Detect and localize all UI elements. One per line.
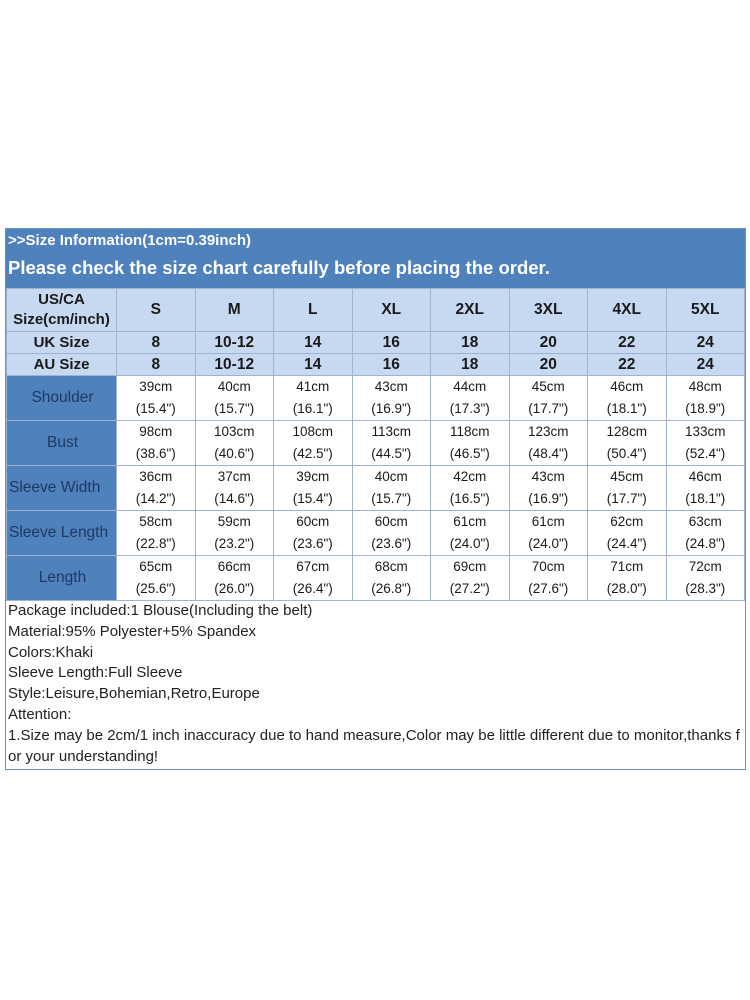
measurement-cell	[274, 466, 353, 511]
measurement-cell	[431, 376, 510, 421]
measurement-inch: (24.8")	[685, 536, 726, 551]
measurement-cm: 61cm	[531, 514, 565, 529]
size-cell: 20	[509, 332, 588, 354]
measurement-inch: (24.4")	[606, 536, 647, 551]
measurement-label: Sleeve Length	[7, 511, 117, 556]
product-info	[6, 601, 745, 769]
measurement-row	[7, 466, 745, 511]
style-info: Style:Leisure,Bohemian,Retro,Europe	[8, 685, 260, 703]
measurement-cm: 40cm	[217, 379, 251, 394]
measurement-inch: (15.4")	[292, 491, 333, 506]
measurement-cell	[431, 421, 510, 466]
measurement-row	[7, 421, 745, 466]
attention-note: 1.Size may be 2cm/1 inch inaccuracy due to hand measure,Color may be little different due to monitor,thanks for your understanding!	[8, 726, 740, 765]
size-cell: 18	[431, 354, 510, 376]
measurement-inch: (27.2")	[449, 581, 490, 596]
measurement-inch: (52.4")	[685, 446, 726, 461]
measurement-cm: 62cm	[610, 514, 644, 529]
measurement-inch: (46.5")	[449, 446, 490, 461]
measurement-cell	[588, 511, 667, 556]
size-cell: 3XL	[509, 289, 588, 332]
measurement-cell	[195, 466, 274, 511]
measurement-cell	[588, 376, 667, 421]
measurement-inch: (15.7")	[371, 491, 412, 506]
measurement-cm: 98cm	[139, 424, 173, 439]
measurement-cm: 69cm	[453, 559, 487, 574]
size-row	[7, 289, 745, 332]
measurement-cell	[274, 556, 353, 601]
size-cell: 10-12	[195, 354, 274, 376]
size-row	[7, 354, 745, 376]
measurement-cm: 46cm	[688, 469, 722, 484]
measurement-cell	[352, 466, 431, 511]
measurement-cell	[509, 556, 588, 601]
measurement-label: Bust	[7, 421, 117, 466]
measurement-cm: 36cm	[139, 469, 173, 484]
size-row	[7, 332, 745, 354]
size-row-label: AU Size	[7, 354, 117, 376]
measurement-inch: (23.6")	[292, 536, 333, 551]
measurement-cm: 60cm	[374, 514, 408, 529]
package-info: Package included:1 Blouse(Including the belt)	[8, 602, 313, 619]
measurement-inch: (40.6")	[214, 446, 255, 461]
measurement-cell	[666, 376, 745, 421]
measurement-cm: 68cm	[374, 559, 408, 574]
measurement-cm: 66cm	[217, 559, 251, 574]
size-cell: L	[274, 289, 353, 332]
measurement-inch: (14.2")	[135, 491, 176, 506]
measurement-cm: 60cm	[296, 514, 330, 529]
measurement-inch: (16.5")	[449, 491, 490, 506]
measurement-cm: 108cm	[292, 424, 334, 439]
measurement-cell	[666, 511, 745, 556]
measurement-cell	[509, 421, 588, 466]
size-cell: 4XL	[588, 289, 667, 332]
measurement-cm: 41cm	[296, 379, 330, 394]
measurement-cell	[117, 466, 196, 511]
measurement-cell	[274, 421, 353, 466]
measurement-inch: (23.6")	[371, 536, 412, 551]
measurement-cm: 72cm	[688, 559, 722, 574]
measurement-cm: 44cm	[453, 379, 487, 394]
measurement-inch: (18.9")	[685, 401, 726, 416]
measurement-cm: 39cm	[139, 379, 173, 394]
size-cell: S	[117, 289, 196, 332]
measurement-label: Shoulder	[7, 376, 117, 421]
size-cell: 8	[117, 332, 196, 354]
measurement-label: Sleeve Width	[7, 466, 117, 511]
measurement-cell	[274, 511, 353, 556]
measurement-cm: 65cm	[139, 559, 173, 574]
measurement-inch: (17.3")	[449, 401, 490, 416]
measurement-cell	[666, 556, 745, 601]
material-info: Material:95% Polyester+5% Spandex	[8, 622, 257, 640]
measurement-cell	[588, 556, 667, 601]
measurement-inch: (15.4")	[135, 401, 176, 416]
measurement-inch: (23.2")	[214, 536, 255, 551]
size-cell: XL	[352, 289, 431, 332]
measurement-label: Length	[7, 556, 117, 601]
measurement-inch: (28.3")	[685, 581, 726, 596]
size-chart	[5, 228, 746, 770]
measurement-cm: 42cm	[453, 469, 487, 484]
measurement-inch: (48.4")	[528, 446, 569, 461]
measurement-cell	[274, 376, 353, 421]
measurement-inch: (26.0")	[214, 581, 255, 596]
measurement-cm: 123cm	[527, 424, 569, 439]
measurement-cm: 67cm	[296, 559, 330, 574]
measurement-inch: (28.0")	[606, 581, 647, 596]
measurement-cm: 118cm	[449, 424, 490, 439]
measurement-inch: (14.6")	[214, 491, 255, 506]
measurement-row	[7, 376, 745, 421]
size-cell: 16	[352, 332, 431, 354]
measurement-inch: (18.1")	[606, 401, 647, 416]
measurement-inch: (27.6")	[528, 581, 569, 596]
measurement-inch: (18.1")	[685, 491, 726, 506]
size-cell: 8	[117, 354, 196, 376]
measurement-cm: 128cm	[606, 424, 648, 439]
measurement-cell	[509, 511, 588, 556]
measurement-cell	[431, 556, 510, 601]
measurement-inch: (17.7")	[528, 401, 569, 416]
size-cell: 20	[509, 354, 588, 376]
size-row-label: US/CA Size(cm/inch)	[7, 289, 117, 332]
measurement-cell	[509, 466, 588, 511]
size-row-label: UK Size	[7, 332, 117, 354]
measurement-cell	[117, 421, 196, 466]
size-cell: 24	[666, 354, 745, 376]
measurement-cell	[117, 556, 196, 601]
measurement-inch: (26.8")	[371, 581, 412, 596]
size-cell: M	[195, 289, 274, 332]
measurement-cell	[117, 511, 196, 556]
size-cell: 22	[588, 332, 667, 354]
measurement-cm: 71cm	[610, 559, 644, 574]
measurement-cell	[352, 421, 431, 466]
measurement-cell	[588, 466, 667, 511]
measurement-row	[7, 511, 745, 556]
measurement-cm: 113cm	[371, 424, 412, 439]
measurement-cm: 48cm	[688, 379, 722, 394]
measurement-cm: 45cm	[531, 379, 565, 394]
colors-info: Colors:Khaki	[8, 643, 94, 661]
measurement-inch: (16.9")	[371, 401, 412, 416]
measurement-cm: 58cm	[139, 514, 173, 529]
measurement-inch: (26.4")	[292, 581, 333, 596]
measurement-inch: (50.4")	[606, 446, 647, 461]
size-cell: 16	[352, 354, 431, 376]
size-cell: 5XL	[666, 289, 745, 332]
measurement-cell	[352, 376, 431, 421]
measurement-inch: (38.6")	[135, 446, 176, 461]
size-cell: 22	[588, 354, 667, 376]
measurement-cell	[666, 466, 745, 511]
measurement-cell	[195, 421, 274, 466]
measurement-cm: 61cm	[453, 514, 487, 529]
measurement-cell	[195, 511, 274, 556]
attention-label: Attention:	[8, 705, 72, 723]
measurement-cell	[352, 556, 431, 601]
measurement-inch: (42.5")	[292, 446, 333, 461]
measurement-cm: 43cm	[531, 469, 565, 484]
measurement-inch: (22.8")	[135, 536, 176, 551]
measurement-cm: 103cm	[213, 424, 255, 439]
measurement-inch: (44.5")	[371, 446, 412, 461]
size-cell: 2XL	[431, 289, 510, 332]
measurement-cell	[509, 376, 588, 421]
measurement-cm: 70cm	[531, 559, 565, 574]
measurement-cm: 40cm	[374, 469, 408, 484]
measurement-cm: 37cm	[217, 469, 251, 484]
measurement-cell	[117, 376, 196, 421]
measurement-cell	[195, 376, 274, 421]
size-cell: 18	[431, 332, 510, 354]
measurement-cm: 59cm	[217, 514, 251, 529]
measurement-cm: 45cm	[610, 469, 644, 484]
measurement-cell	[352, 511, 431, 556]
size-cell: 14	[274, 354, 353, 376]
measurement-cm: 63cm	[688, 514, 722, 529]
measurement-cell	[431, 511, 510, 556]
size-cell: 10-12	[195, 332, 274, 354]
measurement-inch: (24.0")	[528, 536, 569, 551]
measurement-inch: (25.6")	[135, 581, 176, 596]
measurement-inch: (17.7")	[606, 491, 647, 506]
measurement-inch: (16.9")	[528, 491, 569, 506]
measurement-cm: 46cm	[610, 379, 644, 394]
measurement-cell	[195, 556, 274, 601]
size-cell: 14	[274, 332, 353, 354]
measurement-cm: 39cm	[296, 469, 330, 484]
measurement-cm: 43cm	[374, 379, 408, 394]
measurement-cell	[666, 421, 745, 466]
measurement-row	[7, 556, 745, 601]
measurement-cell	[588, 421, 667, 466]
measurement-inch: (24.0")	[449, 536, 490, 551]
size-table	[6, 288, 745, 601]
size-notice: Please check the size chart carefully before placing the order.	[6, 252, 745, 288]
size-info-heading: >>Size Information(1cm=0.39inch)	[6, 229, 745, 252]
measurement-cm: 133cm	[684, 424, 726, 439]
sleeve-length-info: Sleeve Length:Full Sleeve	[8, 664, 183, 682]
measurement-inch: (15.7")	[214, 401, 255, 416]
measurement-cell	[431, 466, 510, 511]
size-cell: 24	[666, 332, 745, 354]
measurement-inch: (16.1")	[292, 401, 333, 416]
